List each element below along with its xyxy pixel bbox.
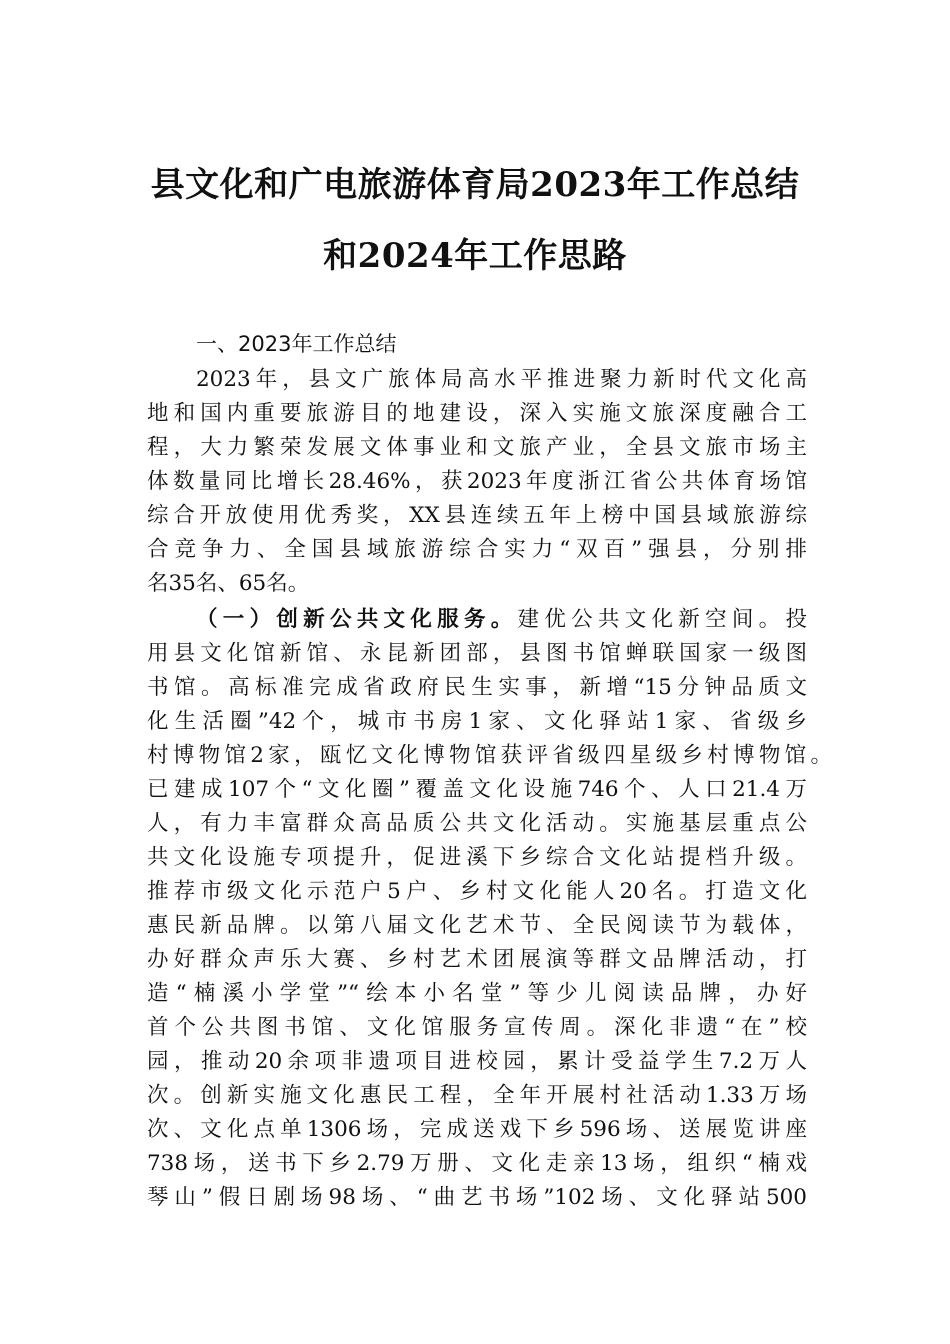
paragraph-line: 琴山”假日剧场98场、“曲艺书场”102场、文化驿站500 <box>147 1185 807 1210</box>
document-title-line-2: 和2024年工作思路 <box>323 236 627 276</box>
paragraph-line: 推荐市级文化示范户5户、乡村文化能人20名。打造文化 <box>147 879 807 904</box>
paragraph-line: 名35名、65名。 <box>147 571 310 596</box>
paragraph-text: 建优公共文化新空间。投 <box>517 607 807 632</box>
section-heading-2023-summary: 一、2023年工作总结 <box>196 332 397 356</box>
paragraph-line: 人，有力丰富群众高品质公共文化活动。实施基层重点公 <box>147 811 807 836</box>
paragraph-line: 书馆。高标准完成省政府民生实事，新增“15分钟品质文 <box>147 675 807 700</box>
paragraph-line: 化生活圈”42个，城市书房1家、文化驿站1家、省级乡 <box>147 709 807 734</box>
paragraph-line: 首个公共图书馆、文化馆服务宣传周。深化非遗“在”校 <box>147 1015 807 1040</box>
subsection-first-line <box>196 605 807 635</box>
document-title-line-1: 县文化和广电旅游体育局2023年工作总结 <box>150 165 800 205</box>
paragraph-line: 用县文化馆新馆、永昆新团部，县图书馆蝉联国家一级图 <box>147 641 807 666</box>
paragraph-line: 程，大力繁荣发展文体事业和文旅产业，全县文旅市场主 <box>147 435 807 460</box>
paragraph-line: 办好群众声乐大赛、乡村艺术团展演等群文品牌活动，打 <box>147 947 807 972</box>
paragraph-line: 惠民新品牌。以第八届文化艺术节、全民阅读节为载体， <box>147 913 807 938</box>
paragraph-line: 体数量同比增长28.46%，获2023年度浙江省公共体育场馆 <box>147 469 807 494</box>
paragraph-line: 合竞争力、全国县域旅游综合实力“双百”强县，分别排 <box>147 537 807 562</box>
paragraph-line: 园，推动20余项非遗项目进校园，累计受益学生7.2万人 <box>147 1049 807 1074</box>
paragraph-line: 综合开放使用优秀奖，XX县连续五年上榜中国县域旅游综 <box>147 503 807 528</box>
paragraph-line: 已建成107个“文化圈”覆盖文化设施746个、人口21.4万 <box>147 777 807 802</box>
paragraph-line: 共文化设施专项提升，促进溪下乡综合文化站提档升级。 <box>147 845 807 870</box>
paragraph-line: 次、文化点单1306场，完成送戏下乡596场、送展览讲座 <box>147 1117 807 1142</box>
paragraph-line: 造“楠溪小学堂”“绘本小名堂”等少儿阅读品牌，办好 <box>147 981 807 1006</box>
paragraph-line: 次。创新实施文化惠民工程，全年开展村社活动1.33万场 <box>147 1083 807 1108</box>
paragraph-line: 村博物馆2家，瓯忆文化博物馆获评省级四星级乡村博物馆。 <box>147 743 832 768</box>
paragraph-line: 2023年，县文广旅体局高水平推进聚力新时代文化高 <box>196 367 807 392</box>
paragraph-line: 738场，送书下乡2.79万册、文化走亲13场，组织“楠戏 <box>147 1151 807 1176</box>
subsection-heading-public-culture: （一）创新公共文化服务。 <box>196 607 518 632</box>
paragraph-line: 地和国内重要旅游目的地建设，深入实施文旅深度融合工 <box>147 401 807 426</box>
